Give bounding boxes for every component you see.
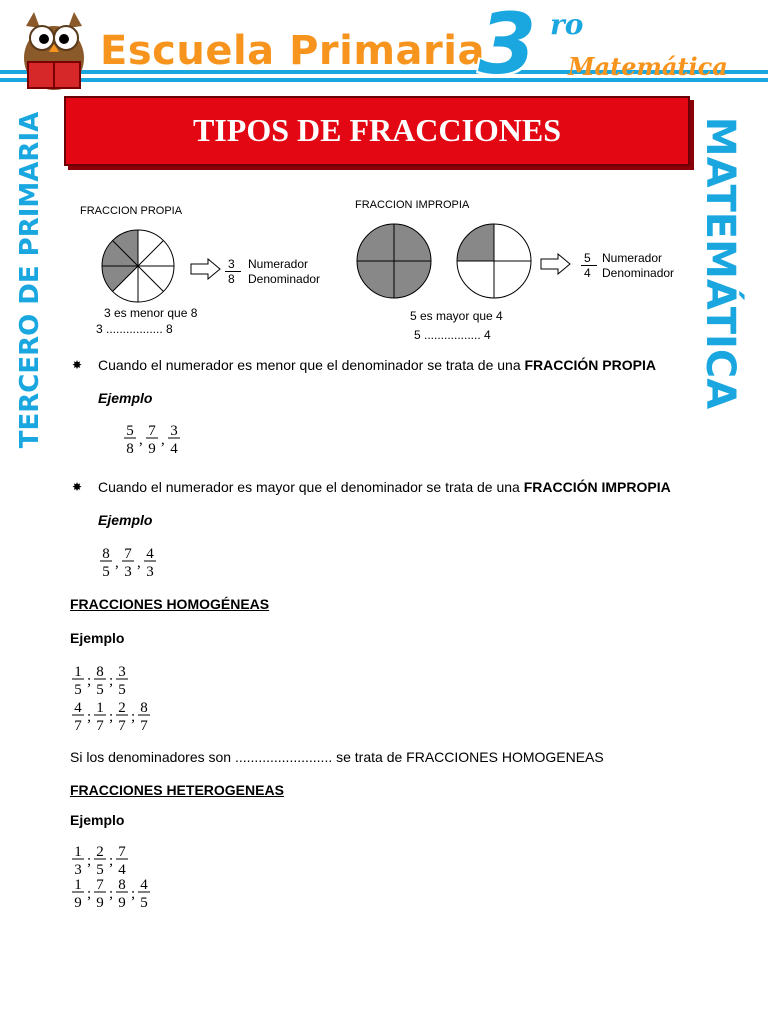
propia-denominator: 8 (228, 272, 235, 286)
fraction-denominator: 5 (74, 682, 82, 697)
fraction-numerator: 1 (96, 700, 104, 716)
fraction-separator: ; (131, 709, 136, 725)
propia-compare: 3 ................. 8 (96, 322, 173, 336)
fraction-numerator: 5 (126, 423, 134, 439)
propia-den-label: Denominador (248, 272, 321, 286)
heterog-example-row1 (68, 841, 188, 877)
fraction-denominator: 3 (146, 564, 154, 580)
fraction-numerator: 3 (118, 664, 126, 680)
fraction-separator: ; (87, 853, 92, 869)
fraction-denominator: 7 (118, 718, 126, 733)
fraction-separator: ; (109, 886, 114, 902)
impropia-figure-title: FRACCION IMPROPIA (355, 199, 470, 211)
fraction-separator: ; (109, 853, 114, 869)
impropia-numerator: 5 (584, 251, 591, 265)
heterog-example-label: Ejemplo (70, 812, 125, 828)
propia-circle (100, 228, 180, 304)
owl-logo-icon (8, 6, 100, 94)
fraction-numerator: 1 (74, 664, 82, 680)
propia-figure-title: FRACCION PROPIA (80, 205, 183, 217)
fraction-denominator: 7 (74, 718, 82, 733)
side-label-left: TERCERO DE PRIMARIA (15, 111, 45, 449)
propia-caption: 3 es menor que 8 (104, 306, 198, 320)
heterog-example-row2 (68, 874, 188, 910)
propia-definition (98, 357, 698, 374)
propia-example-fractions (120, 420, 240, 460)
fraction-numerator: 8 (102, 546, 110, 562)
fraction-denominator: 5 (118, 682, 126, 697)
impropia-circle-quarter (455, 222, 535, 302)
propia-numerator: 3 (228, 257, 235, 271)
impropia-num-label: Numerador (602, 251, 663, 265)
fraction-numerator: 2 (118, 700, 126, 716)
fraction-denominator: 7 (140, 718, 148, 733)
impropia-definition-term: FRACCIÓN IMPROPIA (523, 479, 671, 495)
fraction-denominator: 9 (118, 895, 126, 910)
homog-example-row1 (68, 661, 188, 697)
fraction-denominator: 5 (102, 564, 110, 580)
homog-example-label: Ejemplo (70, 630, 125, 646)
fraction-denominator: 3 (124, 564, 132, 580)
fraction-numerator: 7 (124, 546, 132, 562)
impropia-caption: 5 es mayor que 4 (410, 309, 503, 323)
fraction-numerator: 8 (96, 664, 104, 680)
fraction-numerator: 7 (118, 844, 126, 860)
fraction-denominator: 4 (118, 862, 126, 877)
impropia-example-fractions (96, 543, 216, 583)
fraction-numerator: 7 (148, 423, 156, 439)
fraction-denominator: 4 (170, 441, 178, 457)
impropia-definition-text: Cuando el numerador es mayor que el denominador se trata de una (98, 479, 520, 495)
fraction-separator: , (115, 555, 119, 571)
impropia-compare: 5 ................. 4 (414, 328, 491, 342)
bullet-icon: ✸ (72, 358, 83, 372)
fraction-denominator: 5 (96, 682, 104, 697)
homog-example-row2 (68, 697, 188, 733)
fraction-separator: , (137, 555, 141, 571)
propia-example-label: Ejemplo (98, 390, 153, 406)
fraction-numerator: 8 (118, 877, 126, 893)
fraction-denominator: 5 (140, 895, 148, 910)
impropia-denominator: 4 (584, 266, 591, 280)
fraction-numerator: 3 (170, 423, 178, 439)
heterog-heading: FRACCIONES HETEROGENEAS (70, 782, 284, 798)
homog-heading: FRACCIONES HOMOGÉNEAS (70, 596, 270, 612)
fraction-denominator: 9 (74, 895, 82, 910)
homog-note: Si los denominadores son ......................... se trata de FRACCIONES HOMOGENEAS (70, 749, 604, 765)
fraction-numerator: 4 (146, 546, 154, 562)
propia-definition-term: FRACCIÓN PROPIA (524, 357, 656, 373)
fraction-numerator: 8 (140, 700, 148, 716)
impropia-den-label: Denominador (602, 266, 675, 280)
side-label-right: MATEMÁTICA (697, 116, 743, 410)
fraction-separator: ; (87, 709, 92, 725)
bullet-icon: ✸ (72, 480, 83, 494)
fraction-numerator: 1 (74, 877, 82, 893)
subject-label: Matemática (568, 52, 728, 81)
fraction-denominator: 9 (96, 895, 104, 910)
fraction-denominator: 9 (148, 441, 156, 457)
fraction-separator: ; (131, 886, 136, 902)
fraction-numerator: 4 (74, 700, 82, 716)
fraction-separator: ; (87, 886, 92, 902)
page-title: TIPOS DE FRACCIONES (192, 112, 562, 148)
fraction-numerator: 4 (140, 877, 148, 893)
fraction-denominator: 8 (126, 441, 134, 457)
grade-suffix: ro (550, 8, 584, 41)
fraction-denominator: 7 (96, 718, 104, 733)
impropia-arrow-icon (540, 253, 572, 275)
grade-number: 3 (478, 0, 537, 93)
fraction-separator: , (139, 432, 143, 448)
propia-arrow-icon (190, 258, 222, 280)
impropia-example-label: Ejemplo (98, 512, 153, 528)
fraction-separator: ; (109, 709, 114, 725)
fraction-numerator: 2 (96, 844, 104, 860)
fraction-separator: ; (109, 673, 114, 689)
fraction-separator: , (161, 432, 165, 448)
fraction-denominator: 5 (96, 862, 104, 877)
title-banner (64, 96, 690, 166)
impropia-circle-full (355, 222, 435, 302)
propia-num-label: Numerador (248, 257, 309, 271)
impropia-definition (98, 479, 698, 496)
fraction-denominator: 3 (74, 862, 82, 877)
fraction-numerator: 7 (96, 877, 104, 893)
brand-title: Escuela Primaria (100, 28, 485, 74)
fraction-numerator: 1 (74, 844, 82, 860)
fraction-separator: ; (87, 673, 92, 689)
propia-definition-text: Cuando el numerador es menor que el denominador se trata de una (98, 357, 521, 373)
